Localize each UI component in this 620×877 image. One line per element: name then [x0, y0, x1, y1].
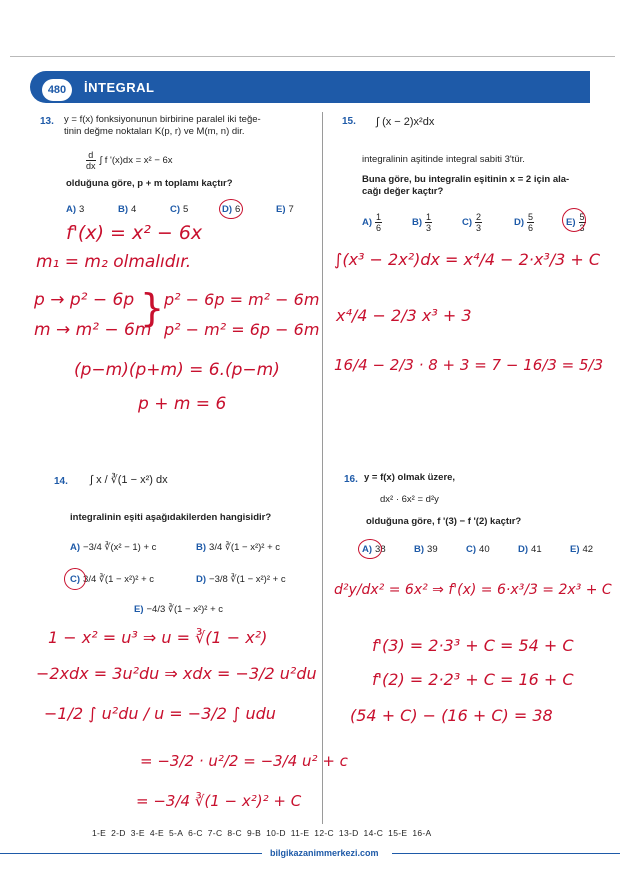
- q15-work-line-3: 16/4 − 2/3 · 8 + 3 = 7 − 16/3 = 5/3: [334, 356, 604, 374]
- q15-option-c[interactable]: C) $\frac{2}{3}$: [462, 212, 482, 233]
- q16-work-line-3: f'(2) = 2·2³ + C = 16 + C: [372, 670, 574, 689]
- q16-option-c[interactable]: C) 40: [466, 544, 490, 555]
- q16-option-d[interactable]: D) 41: [518, 544, 542, 555]
- q16-work-line-2: f'(3) = 2·3³ + C = 54 + C: [372, 636, 574, 655]
- q13-work-line-4: m → m² − 6m: [34, 320, 152, 340]
- q13-work-line-1: f'(x) = x² − 6x: [66, 222, 203, 244]
- question-13-number: 13.: [40, 116, 54, 127]
- question-13-text: y = f(x) fonksiyonunun birbirine paralel iki teğe- tinin değme noktaları K(p, r) ve M(m, n) dir.: [64, 114, 261, 137]
- q14-option-b[interactable]: B) 3/4 ∛(1 − x²)² + c: [196, 542, 281, 553]
- q13-work-line-2: m₁ = m₂ olmalıdır.: [36, 252, 192, 272]
- q13-work-line-5: p² − 6p = m² − 6m: [164, 290, 320, 309]
- q16-work-line-4: (54 + C) − (16 + C) = 38: [350, 706, 553, 725]
- q14-option-c[interactable]: C) 3/4 ∛(1 − x²)² + c: [70, 574, 155, 585]
- q13-work-line-7: (p−m)(p+m) = 6.(p−m): [74, 360, 280, 380]
- q13-work-line-8: p + m = 6: [138, 394, 227, 414]
- page-number: 480: [42, 79, 72, 101]
- q15-option-a[interactable]: A) $\frac{1}{6}$: [362, 212, 382, 233]
- footer-site-link[interactable]: bilgikazanimmerkezi.com: [270, 848, 379, 858]
- q13-option-b[interactable]: B) 4: [118, 204, 137, 215]
- q14-work-line-5: = −3/4 ∛(1 − x²)² + C: [136, 792, 302, 810]
- q16-option-a[interactable]: A) 38: [362, 544, 386, 555]
- question-14-number: 14.: [54, 476, 68, 487]
- q15-work-line-1: ∫(x³ − 2x²)dx = x⁴/4 − 2·x³/3 + C: [334, 250, 601, 269]
- q15-answer-mark: [562, 208, 586, 232]
- question-14-formula: ∫ x / ∛(1 − x²) dx: [90, 474, 168, 486]
- column-divider: [322, 112, 323, 824]
- q16-work-line-1: d²y/dx² = 6x² ⇒ f'(x) = 6·x³/3 = 2x³ + C: [334, 582, 612, 598]
- q13-option-e[interactable]: E) 7: [276, 204, 294, 215]
- q13-option-d[interactable]: D) 6: [222, 204, 241, 215]
- question-16-formula: dx² · 6x² = d²y: [380, 494, 439, 505]
- q13-brace: }: [140, 286, 165, 330]
- question-16-text: y = f(x) olmak üzere,: [364, 472, 456, 483]
- q15-option-e[interactable]: E) $\frac{5}{3}$: [566, 212, 585, 233]
- q15-work-line-2: x⁴/4 − 2/3 x³ + 3: [336, 306, 472, 325]
- question-15-prompt: Buna göre, bu integralin eşitinin x = 2 için ala- cağı değer kaçtır?: [362, 174, 570, 197]
- question-16-prompt: olduğuna göre, f '(3) − f '(2) kaçtır?: [366, 516, 522, 527]
- question-15-text: integralinin aşitinde integral sabiti 3'tür.: [362, 154, 525, 165]
- q16-option-e[interactable]: E) 42: [570, 544, 594, 555]
- q14-option-d[interactable]: D) −3/8 ∛(1 − x²)² + c: [196, 574, 286, 585]
- question-13-formula: $\frac{d}{dx}$ ∫ f '(x)dx = x² − 6x: [86, 150, 173, 171]
- q14-work-line-2: −2xdx = 3u²du ⇒ xdx = −3/2 u²du: [36, 664, 317, 683]
- page-top-rule: [10, 56, 615, 57]
- footer-rule-right: [392, 853, 620, 854]
- q15-option-b[interactable]: B) $\frac{1}{3}$: [412, 212, 432, 233]
- question-14-prompt: integralinin eşiti aşağıdakilerden hangisidir?: [70, 512, 272, 523]
- q16-option-b[interactable]: B) 39: [414, 544, 438, 555]
- q14-option-e[interactable]: E) −4/3 ∛(1 − x²)² + c: [134, 604, 224, 615]
- question-15-formula: ∫ (x − 2)x²dx: [376, 116, 435, 128]
- q14-answer-mark: [64, 568, 86, 590]
- q13-option-c[interactable]: C) 5: [170, 204, 189, 215]
- q13-work-line-3: p → p² − 6p: [34, 290, 135, 310]
- q13-answer-mark: [219, 199, 243, 219]
- q14-work-line-4: = −3/2 · u²/2 = −3/4 u² + c: [140, 752, 348, 770]
- q14-work-line-3: −1/2 ∫ u²du / u = −3/2 ∫ udu: [44, 704, 276, 723]
- q13-option-a[interactable]: A) 3: [66, 204, 85, 215]
- question-15-number: 15.: [342, 116, 356, 127]
- question-16-number: 16.: [344, 474, 358, 485]
- footer-rule-left: [0, 853, 262, 854]
- q15-option-d[interactable]: D) $\frac{5}{6}$: [514, 212, 534, 233]
- q16-answer-mark: [358, 539, 382, 559]
- chapter-title: İNTEGRAL: [84, 80, 155, 95]
- q14-work-line-1: 1 − x² = u³ ⇒ u = ∛(1 − x²): [48, 628, 268, 647]
- q14-option-a[interactable]: A) −3/4 ∛(x² − 1) + c: [70, 542, 157, 553]
- answer-key: 1-E 2-D 3-E 4-E 5-A 6-C 7-C 8-C 9-B 10-D 11-E 12-C 13-D 14-C 15-E 16-A: [92, 828, 432, 838]
- question-13-prompt: olduğuna göre, p + m toplamı kaçtır?: [66, 178, 233, 189]
- q13-work-line-6: p² − m² = 6p − 6m: [164, 320, 320, 339]
